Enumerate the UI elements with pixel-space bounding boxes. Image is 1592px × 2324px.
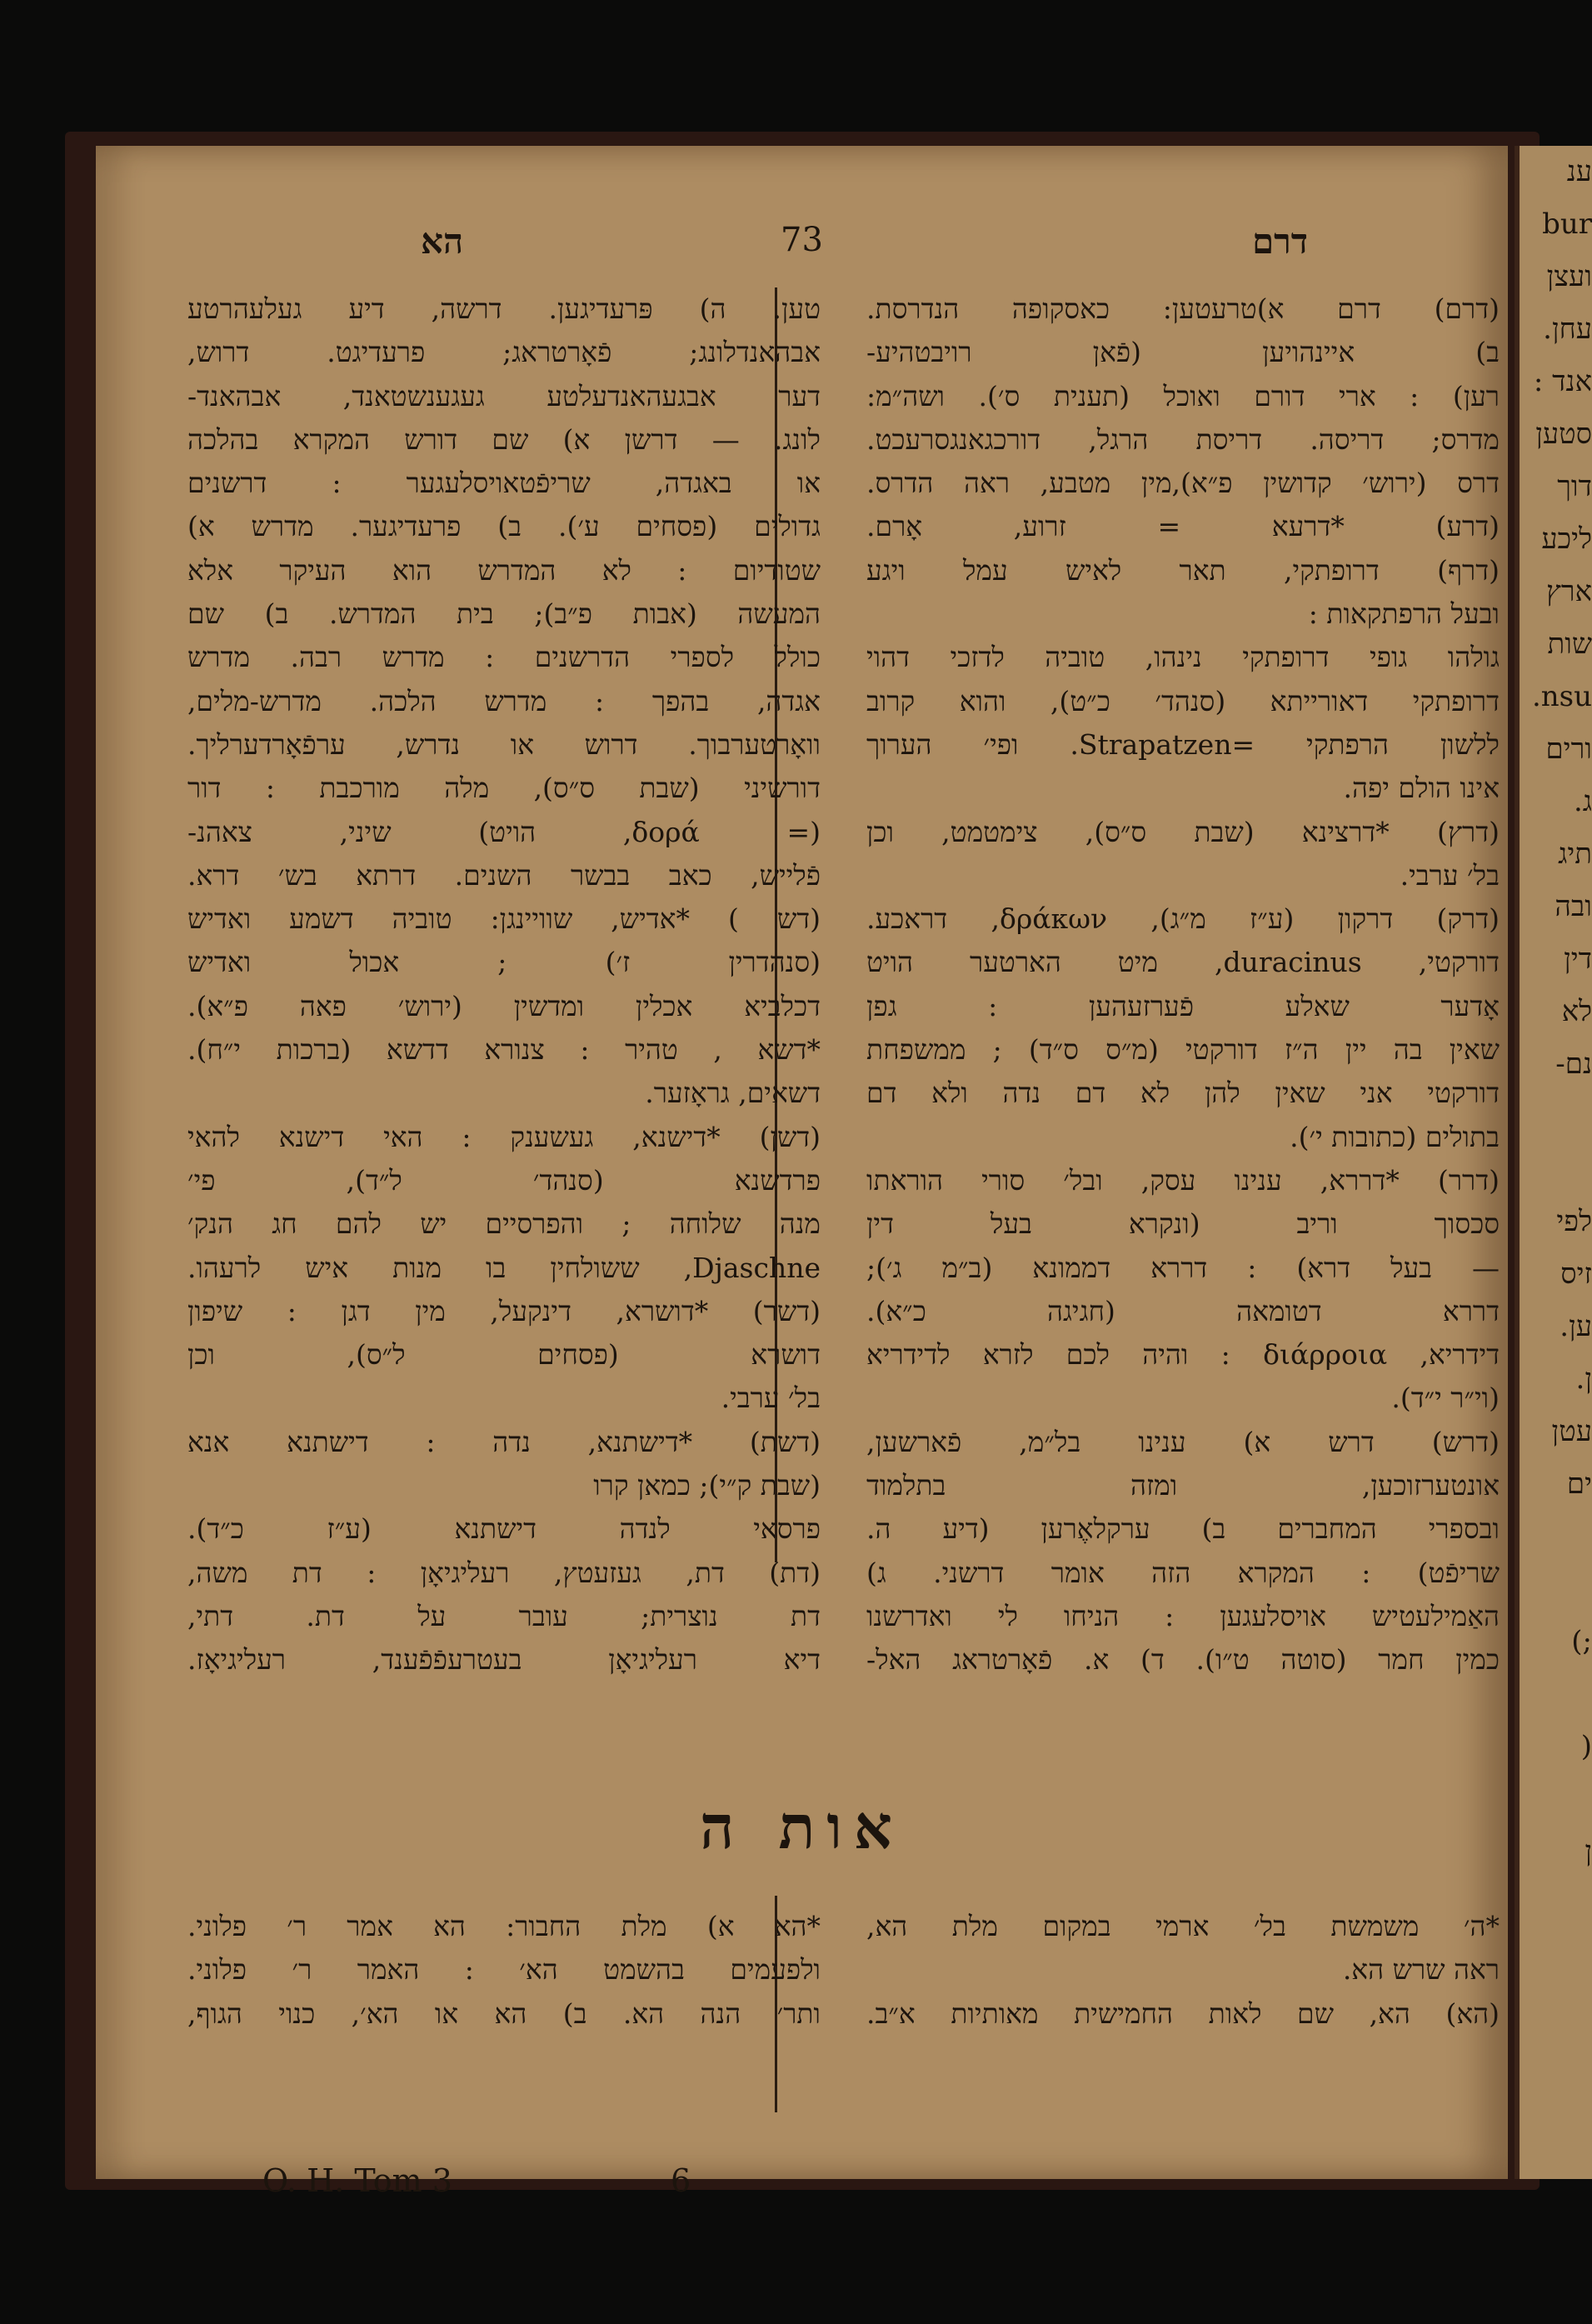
edge-fragment: לפי xyxy=(1556,1205,1592,1238)
text-line: המעשה (אבות פ״ב); בית המדרש. ב) שם xyxy=(187,597,821,631)
text-line: שריפֿט) : המקרא הזה אומר דרשני. ג) xyxy=(866,1556,1500,1589)
text-line: דרס (ירוש׳ קדושין פ״א),מין מטבע, ראה הדרס. xyxy=(866,467,1500,500)
text-line: (דרץ) *דרצינא (שבת ס״ס), צימטמט, וכן xyxy=(866,815,1500,848)
text-line: דורשיני (שבת ס״ס), מלה מורכבת : דור xyxy=(187,772,821,805)
edge-fragment: ורים xyxy=(1545,732,1592,766)
text-line: דררא דטומאה (חגיגה כ״א). xyxy=(866,1294,1500,1327)
text-line: ראה שרש הא. xyxy=(1342,1953,1500,1987)
text-line: (דת) דת, געזעטץ, רעליגיאָן : דת משה, xyxy=(187,1556,821,1589)
text-line: (דרע) *דרעא = זרוע, אָרם. xyxy=(866,510,1500,543)
text-line: ב) איינהויען (פֿאן רויבטהיע- xyxy=(866,336,1500,369)
text-line: האַמילעטיש אויסלעגען : הניחו לי ואדרשנו xyxy=(866,1599,1500,1632)
bottom-right-column xyxy=(866,1904,1500,2035)
text-line: ובעל הרפתקאות : xyxy=(1308,597,1500,631)
text-line: אָדער שאלע פֿערזעהען : גפן xyxy=(866,989,1500,1022)
text-line: מנה שלוחה ; והפרסיים יש להם חג הנק׳ xyxy=(187,1207,821,1241)
edge-fragment xyxy=(1520,1773,1592,1826)
edge-fragment: שות xyxy=(1547,627,1592,661)
text-line: — בעל דרא) : דררא דממונא (ב״מ ג׳); xyxy=(866,1251,1500,1284)
edge-fragment: ( xyxy=(1580,1730,1592,1763)
text-line: בתולים (כתובות י׳). xyxy=(1290,1120,1500,1153)
text-line: (הא) הא, שם לאות החמישית מאותיות א״ב. xyxy=(866,1997,1500,2030)
edge-fragment: ן xyxy=(1585,1835,1592,1868)
edge-fragment: עחן. xyxy=(1543,312,1592,346)
edge-fragment: נם- xyxy=(1555,1047,1592,1081)
text-line: (דש ) *אדיש, שוויינגן: טוביה דשמע ואדיש xyxy=(187,902,821,936)
edge-fragment: תיג xyxy=(1558,837,1592,871)
edge-fragment: ובה xyxy=(1555,890,1592,923)
text-line: אינו הולם יפה. xyxy=(1343,772,1500,805)
text-line: ותר׳ הנה הא. ב) הא או הא׳, כנוי הגוף, xyxy=(187,1997,821,2030)
running-head-right: דרם xyxy=(1251,221,1308,262)
text-line: שאין בה יין ה״ז דורקטי (מ״ס ס״ד) ; ממשפחת xyxy=(866,1033,1500,1067)
text-line: ובספרי המחברים ב) ערקלאֶרען (דיע ה. xyxy=(866,1512,1500,1546)
text-line: ולפעמים בהשמט הא׳ : האמר ר׳ פלוני. xyxy=(187,1953,821,1987)
text-line: (דרר) *דררא, ענינו עסק, ובל׳ סורי הוראתו xyxy=(866,1163,1500,1197)
text-line: *הא א) מלת החבור: הא אמר ר׳ פלוני. xyxy=(187,1910,821,1942)
text-line: (דרק) דרקון (ע״ז מ״ג), δράκων, דראכע. xyxy=(866,902,1500,936)
text-line: (דשן) *דישנא, געשענק : האי דישנא להאי xyxy=(187,1120,821,1153)
running-head-left: הא xyxy=(421,221,464,262)
text-line: דכלביא אכלין ומדשין (ירוש׳ פאה פ״א). xyxy=(187,989,821,1022)
text-line: (= δορά, הויט) שיני, צאהנ- xyxy=(187,815,821,848)
edge-fragment: ארץ xyxy=(1546,575,1592,608)
text-line: פרסאי לנדה דישתנא (ע״ז כ״ד). xyxy=(187,1512,821,1546)
text-line: דושרא (פסחים ל״ס), וכן xyxy=(187,1338,821,1372)
text-line: בל׳ ערבי. xyxy=(721,1382,821,1415)
text-line: אגדה, בהפך : מדרש הלכה. מדרש-מלים, xyxy=(187,684,821,717)
section-title: אות ה xyxy=(699,1792,905,1862)
text-line: שטודיום : לא המדרש הוא העיקר אלא xyxy=(187,553,821,587)
edge-fragment: ים xyxy=(1566,1467,1592,1501)
text-line: (סנהדרין ז׳) ; אכול ואדיש xyxy=(187,946,821,979)
page-header xyxy=(146,221,1458,271)
text-line: דת נוצרית; עובר על דת. דתי, xyxy=(187,1599,821,1632)
edge-fragment: לא xyxy=(1561,995,1592,1028)
text-line: רען) : ארי דורם ואוכל (תענית ס׳). ושה״מ: xyxy=(866,379,1500,412)
sheet-number: 6 xyxy=(671,2162,691,2199)
text-line: *דשא , טהיר : צנורא דדשא (ברכות י״ח). xyxy=(187,1033,821,1067)
text-line: דידריא, διάρροια : והיה לכם לזרא לדידריא xyxy=(866,1338,1500,1372)
text-line: (דרם) דרם א)טרעטען: כאסקופה הנדרסת. xyxy=(866,292,1500,325)
text-line: כולל לספרי הדרשנים : מדרש רבה. מדרש xyxy=(187,641,821,674)
edge-fragment: זיס xyxy=(1560,1257,1592,1291)
page-number: 73 xyxy=(781,221,823,259)
text-line: דשאים, גראָזער. xyxy=(645,1077,821,1110)
text-line: מדרס; דריסה. דריסת הרגל, דורכגאנגסרעכט. xyxy=(866,422,1500,456)
edge-fragment xyxy=(1520,1143,1592,1196)
edge-fragment: ;) xyxy=(1571,1625,1592,1658)
edge-fragment: עטן xyxy=(1551,1415,1592,1448)
text-line: (וי״ר י״ד). xyxy=(1391,1382,1500,1415)
text-line: גדולים (פסחים ע׳). ב) פרעדיגער. מדרש א) xyxy=(187,510,821,543)
edge-fragment: nsu. xyxy=(1531,680,1592,713)
text-line: דרופתקי דאורייתא (סנהד׳ כ״ט), והוא קרוב xyxy=(866,684,1500,717)
edge-fragment: ען. xyxy=(1560,1310,1592,1343)
edge-fragment xyxy=(1520,1668,1592,1721)
text-line: לונג. — דרשן א) שם דורש המקרא בהלכה xyxy=(187,422,821,456)
text-line: וואָרטערבוך. דרוש או נדרש, ערפֿאָרדערליך. xyxy=(187,727,821,761)
text-line: Djaschne, ששולחין בו מנות איש לרעהו. xyxy=(187,1251,821,1284)
edge-fragment xyxy=(1520,1563,1592,1616)
book-page xyxy=(96,146,1508,2199)
text-line: (דרף) דרופתקי, תאר לאיש עמל ויגע xyxy=(866,553,1500,587)
text-line: (דשת) *דישתנא, נדה : דישתנא אנא xyxy=(187,1425,821,1458)
edge-fragment: ליכע xyxy=(1541,522,1592,556)
text-line: או באגדה, שריפֿטאויסלעגער : דרשנים xyxy=(187,467,821,500)
text-line: פרדשנא (סנהד׳ ל״ד), פי׳ xyxy=(187,1163,821,1197)
edge-fragment: דין xyxy=(1564,942,1592,976)
text-line: דער אבגעהאנדעלטע געגענשטאנד, אבהאנד- xyxy=(187,379,821,412)
edge-fragment: bur xyxy=(1542,207,1592,241)
edge-fragment xyxy=(1520,1091,1592,1143)
edge-fragment xyxy=(1520,1511,1592,1563)
text-line: בל׳ ערבי. xyxy=(1400,858,1500,892)
text-line: דורקטי, duracinus, מיט הארטער הויט xyxy=(866,946,1500,979)
text-line: אונטערזוכען, ומזה בתלמוד xyxy=(866,1469,1500,1502)
signature-mark: O. H. Tom 3 xyxy=(262,2162,452,2199)
text-line: (שבת ק״י); כמאן קרו xyxy=(593,1469,821,1502)
text-line: כמין חמר (סוטה ט״ו). ד) א. פֿאָרטראג האל- xyxy=(866,1643,1500,1677)
page-footer xyxy=(262,2162,846,2204)
text-line: דיא רעליגיאָן בעטרעפֿפֿענד, רעליגיאָז. xyxy=(187,1643,821,1677)
text-line: (דרש) דרש א) ענינו בל״מ, פֿארשען, xyxy=(866,1425,1500,1458)
edge-fragment: דוך xyxy=(1557,470,1592,503)
text-line: דורקטי אני שאין להן לא דם נדה ולא דם xyxy=(866,1077,1500,1110)
text-line: טען. ה) פּרעדיגען. דרשה, דיע געלעהרטע xyxy=(187,292,821,325)
text-line: ללשון הרפתקי =Strapatzen. ופי׳ הערוך xyxy=(866,727,1500,761)
left-column xyxy=(187,287,821,1682)
bottom-left-column xyxy=(187,1904,821,2035)
text-line: (דשר) *דושרא, דינקעל, מין דגן : שיפון xyxy=(187,1294,821,1327)
edge-fragment: אנד : xyxy=(1533,365,1592,398)
text-line: סכסוך וריב (ונקרא בעל דין xyxy=(866,1207,1500,1241)
edge-fragment: ן. xyxy=(1575,1362,1592,1396)
adjacent-page-edge xyxy=(1515,146,1592,2179)
text-line: פֿלייש, כאב בבשר השנים. דרתא בש׳ דרא. xyxy=(187,858,821,892)
edge-fragment: סטען xyxy=(1535,417,1592,451)
text-line: אבהאנדלונג; פֿאָרטראג; פרעדיגט. דרוש, xyxy=(187,336,821,369)
edge-fragment: ענ xyxy=(1566,155,1592,188)
right-column xyxy=(866,287,1500,1682)
text-line: גולהו גופי דרופתקי נינהו, טוביה לדזכי דהוי xyxy=(866,641,1500,674)
text-line: *ה׳ משמשת בל׳ ארמי במקום מלת הא, xyxy=(866,1910,1500,1942)
edge-fragment: ועצן xyxy=(1546,260,1592,293)
edge-fragment: ג. xyxy=(1573,785,1592,818)
